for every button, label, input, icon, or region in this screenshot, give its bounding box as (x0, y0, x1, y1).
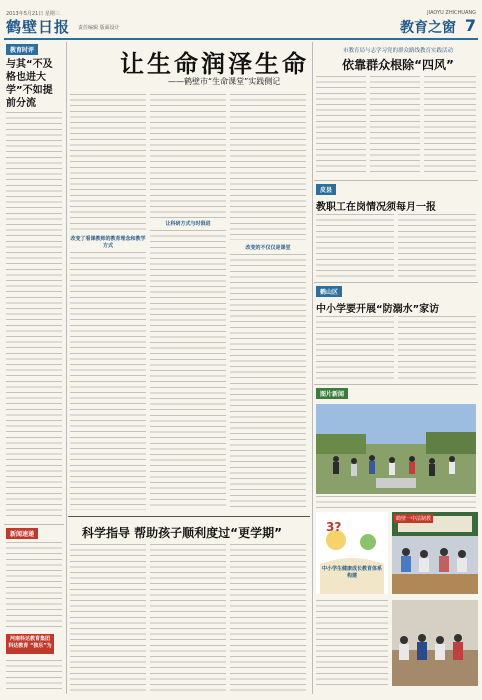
right-kicker: 市教育局与志学习党的群众路线教育实践活动 (342, 48, 453, 54)
news-brief-body (6, 542, 62, 630)
bottom-body-col1 (70, 544, 146, 692)
right-story1-col1 (316, 76, 366, 174)
ad-text (6, 636, 54, 650)
commentary-body (6, 112, 62, 520)
main-subhead-1: 改变了看课教师的教育理念和教学方式 (70, 236, 146, 249)
right-story2-col2 (398, 214, 476, 278)
main-subheadline: ——鹤壁市“生命课堂”实践侧记 (168, 77, 281, 86)
right-headline-3: 中小学要开展“防溺水”家访 (316, 304, 440, 315)
news-brief-tag: 新闻速递 (6, 528, 38, 539)
ad-line-2: 科达教育 “独乐”为 (8, 643, 52, 649)
contact-info (6, 660, 62, 692)
column-rule (312, 42, 313, 694)
right-story2-col1 (316, 214, 394, 278)
masthead (4, 16, 478, 40)
bottom-body-col3 (230, 544, 306, 692)
date-line: 2013年5月21日 星期三 (6, 11, 60, 17)
bottom-headline: 科学指导 帮助孩子顺利度过“更学期” (82, 526, 282, 540)
county-tag: 皮县 (316, 184, 336, 195)
divider (314, 282, 478, 283)
section-title: 教育之窗 (400, 20, 456, 36)
news-photo-crowd (316, 404, 476, 494)
divider (314, 180, 478, 181)
right-story1-col3 (424, 76, 476, 174)
education-poster (316, 512, 388, 594)
divider (68, 516, 310, 517)
column-rule (66, 42, 67, 694)
right-headline-1: 依靠群众根除“四风” (342, 58, 454, 72)
photo-caption-1 (316, 496, 476, 508)
divider (4, 524, 64, 525)
main-subhead-2: 让科研方式与时俱进 (165, 221, 211, 227)
poster-badge: 3? (326, 520, 342, 534)
right-story3-col2 (398, 316, 476, 380)
news-photo-group (392, 600, 478, 686)
main-story-body-col3b (230, 254, 306, 510)
main-headline: 让生命润泽生命 (120, 50, 309, 78)
district-tag: 鹤山区 (316, 286, 342, 297)
ad-line-1: 河南科达教育集团 (9, 636, 50, 642)
main-story-body-col2 (150, 94, 226, 218)
commentary-headline: 与其“不及格也进大学”不如提前分流 (6, 59, 53, 109)
main-story-body-col1b (70, 252, 146, 510)
main-story-body-col2b (150, 230, 226, 510)
divider (314, 384, 478, 385)
classroom-banner: 鹤壁一中法制教 (396, 516, 432, 522)
main-story-body-col3 (230, 94, 306, 240)
photo-caption-2 (316, 600, 388, 686)
right-story1-col2 (370, 76, 420, 174)
pinyin-line: JIAOYU ZHICHUANG (427, 10, 476, 16)
bottom-body-col2 (150, 544, 226, 692)
newspaper-logo: 鹤壁日报 (6, 18, 71, 36)
commentary-tag: 教育时评 (6, 44, 38, 55)
right-story3-col1 (316, 316, 394, 380)
page-number: 7 (464, 16, 476, 35)
right-headline-2: 教职工在岗情况须每月一报 (316, 202, 436, 213)
main-story-body-col1 (70, 94, 146, 234)
editor-line: 责任编辑 版面设计 (78, 25, 120, 31)
photo-news-tag: 图片新闻 (316, 388, 348, 399)
main-subhead-3: 改变的不仅仅是课堂 (245, 245, 291, 251)
news-photo-classroom (392, 512, 478, 594)
poster-title: 中小学生健康成长教育体系构建 (321, 566, 382, 579)
